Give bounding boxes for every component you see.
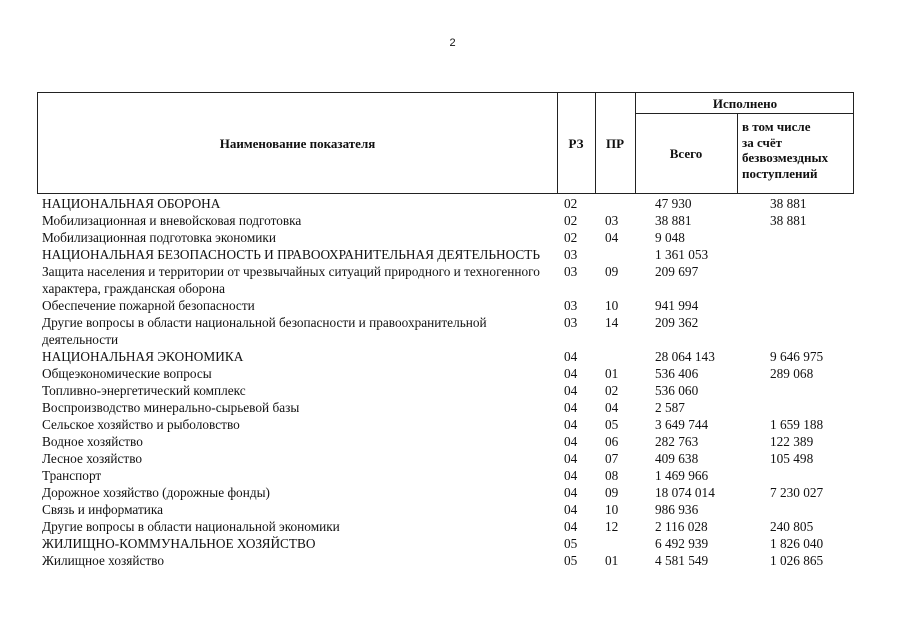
table-row [0, 297, 905, 314]
table-row [0, 484, 905, 501]
row-rz: 04 [564, 502, 578, 517]
row-total: 1 469 966 [655, 468, 709, 483]
row-total: 2 587 [655, 400, 685, 415]
table-row [0, 518, 905, 535]
row-pr: 02 [605, 383, 619, 398]
row-name: Мобилизационная подготовка экономики [42, 230, 276, 245]
table-row [0, 365, 905, 382]
row-free: 122 389 [770, 434, 814, 449]
table-header [37, 92, 854, 194]
row-rz: 04 [564, 434, 578, 449]
row-total: 28 064 143 [655, 349, 715, 364]
header-free-line: за счёт [742, 134, 782, 150]
row-rz: 04 [564, 519, 578, 534]
row-rz: 04 [564, 400, 578, 415]
row-rz: 04 [564, 349, 578, 364]
row-rz: 05 [564, 536, 578, 551]
row-name: Воспроизводство минерально-сырьевой базы [42, 400, 300, 415]
row-total: 209 362 [655, 315, 699, 330]
row-total: 38 881 [655, 213, 692, 228]
row-name: Другие вопросы в области национальной экономики [42, 519, 340, 534]
header-name: Наименование показателя [219, 136, 376, 151]
row-free: 38 881 [770, 213, 807, 228]
row-free: 1 026 865 [770, 553, 824, 568]
row-pr: 10 [605, 502, 619, 517]
row-rz: 04 [564, 383, 578, 398]
divider [635, 113, 853, 114]
row-pr: 10 [605, 298, 619, 313]
row-pr: 12 [605, 519, 619, 534]
header-free-line: поступлений [742, 165, 818, 181]
header-pr: ПР [605, 136, 625, 151]
table-row [0, 382, 905, 399]
header-total: Всего [669, 146, 703, 161]
row-name: НАЦИОНАЛЬНАЯ ЭКОНОМИКА [42, 349, 244, 364]
row-name: Сельское хозяйство и рыболовство [42, 417, 240, 432]
row-total: 2 116 028 [655, 519, 708, 534]
row-total: 9 048 [655, 230, 685, 245]
row-pr: 09 [605, 264, 619, 279]
row-rz: 03 [564, 315, 578, 330]
row-name: Водное хозяйство [42, 434, 143, 449]
row-total: 6 492 939 [655, 536, 709, 551]
header-free-line: в том числе [742, 119, 811, 134]
table-row [0, 501, 905, 518]
header-rz: РЗ [568, 136, 584, 151]
row-name: Топливно-энергетический комплекс [42, 383, 246, 398]
row-pr: 14 [605, 315, 619, 330]
row-total: 536 406 [655, 366, 699, 381]
row-name: Общеэкономические вопросы [42, 366, 212, 381]
divider [737, 113, 738, 193]
row-name: Защита населения и территории от чрезвычайных ситуаций природного и техногенного характера, гражданская оборона [42, 264, 540, 296]
row-free: 9 646 975 [770, 349, 824, 364]
row-total: 409 638 [655, 451, 699, 466]
row-free: 240 805 [770, 519, 814, 534]
row-total: 282 763 [655, 434, 699, 449]
table-row [0, 195, 905, 212]
row-name: Транспорт [42, 468, 102, 483]
row-pr: 09 [605, 485, 619, 500]
row-pr: 01 [605, 366, 619, 381]
row-rz: 04 [564, 417, 578, 432]
row-rz: 02 [564, 230, 578, 245]
table-row [0, 450, 905, 467]
row-pr: 07 [605, 451, 619, 466]
row-name: Другие вопросы в области национальной безопасности и правоохранительной деятельности [42, 315, 487, 347]
row-name: Лесное хозяйство [42, 451, 143, 466]
row-total: 4 581 549 [655, 553, 709, 568]
table-row [0, 263, 905, 297]
row-total: 3 649 744 [655, 417, 709, 432]
row-free: 1 659 188 [770, 417, 824, 432]
row-rz: 03 [564, 298, 578, 313]
row-free: 289 068 [770, 366, 814, 381]
table-row [0, 535, 905, 552]
row-free: 7 230 027 [770, 485, 824, 500]
row-name: Обеспечение пожарной безопасности [42, 298, 255, 313]
table-row [0, 552, 905, 569]
row-total: 18 074 014 [655, 485, 715, 500]
row-total: 536 060 [655, 383, 699, 398]
row-free: 38 881 [770, 196, 807, 211]
table-row [0, 348, 905, 365]
table-row [0, 416, 905, 433]
table-row [0, 212, 905, 229]
table-row [0, 229, 905, 246]
row-total: 941 994 [655, 298, 699, 313]
row-pr: 08 [605, 468, 619, 483]
header-free-line: безвозмездных [742, 150, 829, 165]
row-free: 1 826 040 [770, 536, 824, 551]
row-pr: 04 [605, 400, 619, 415]
row-rz: 04 [564, 366, 578, 381]
row-name: ЖИЛИЩНО-КОММУНАЛЬНОЕ ХОЗЯЙСТВО [42, 536, 316, 551]
table-row [0, 246, 905, 263]
row-total: 209 697 [655, 264, 699, 279]
table-row [0, 314, 905, 348]
row-total: 47 930 [655, 196, 692, 211]
row-rz: 02 [564, 196, 578, 211]
row-pr: 05 [605, 417, 619, 432]
row-pr: 06 [605, 434, 619, 449]
row-rz: 04 [564, 468, 578, 483]
row-rz: 04 [564, 451, 578, 466]
row-pr: 03 [605, 213, 619, 228]
row-total: 986 936 [655, 502, 699, 517]
table-row [0, 399, 905, 416]
row-rz: 02 [564, 213, 578, 228]
row-name: Связь и информатика [42, 502, 164, 517]
table-row [0, 467, 905, 484]
row-name: НАЦИОНАЛЬНАЯ БЕЗОПАСНОСТЬ И ПРАВООХРАНИТЕЛЬНАЯ ДЕЯТЕЛЬНОСТЬ [42, 247, 541, 262]
row-free: 105 498 [770, 451, 814, 466]
header-executed: Исполнено [712, 96, 778, 111]
table-row [0, 433, 905, 450]
row-rz: 03 [564, 264, 578, 279]
row-name: Мобилизационная и вневойсковая подготовка [42, 213, 302, 228]
row-total: 1 361 053 [655, 247, 709, 262]
row-rz: 04 [564, 485, 578, 500]
row-name: НАЦИОНАЛЬНАЯ ОБОРОНА [42, 196, 221, 211]
table-body [0, 195, 905, 569]
row-name: Жилищное хозяйство [42, 553, 164, 568]
page-number: 2 [449, 37, 456, 49]
header-free [742, 119, 855, 181]
row-pr: 01 [605, 553, 619, 568]
row-rz: 05 [564, 553, 578, 568]
row-pr: 04 [605, 230, 619, 245]
row-name: Дорожное хозяйство (дорожные фонды) [42, 485, 270, 500]
row-rz: 03 [564, 247, 578, 262]
